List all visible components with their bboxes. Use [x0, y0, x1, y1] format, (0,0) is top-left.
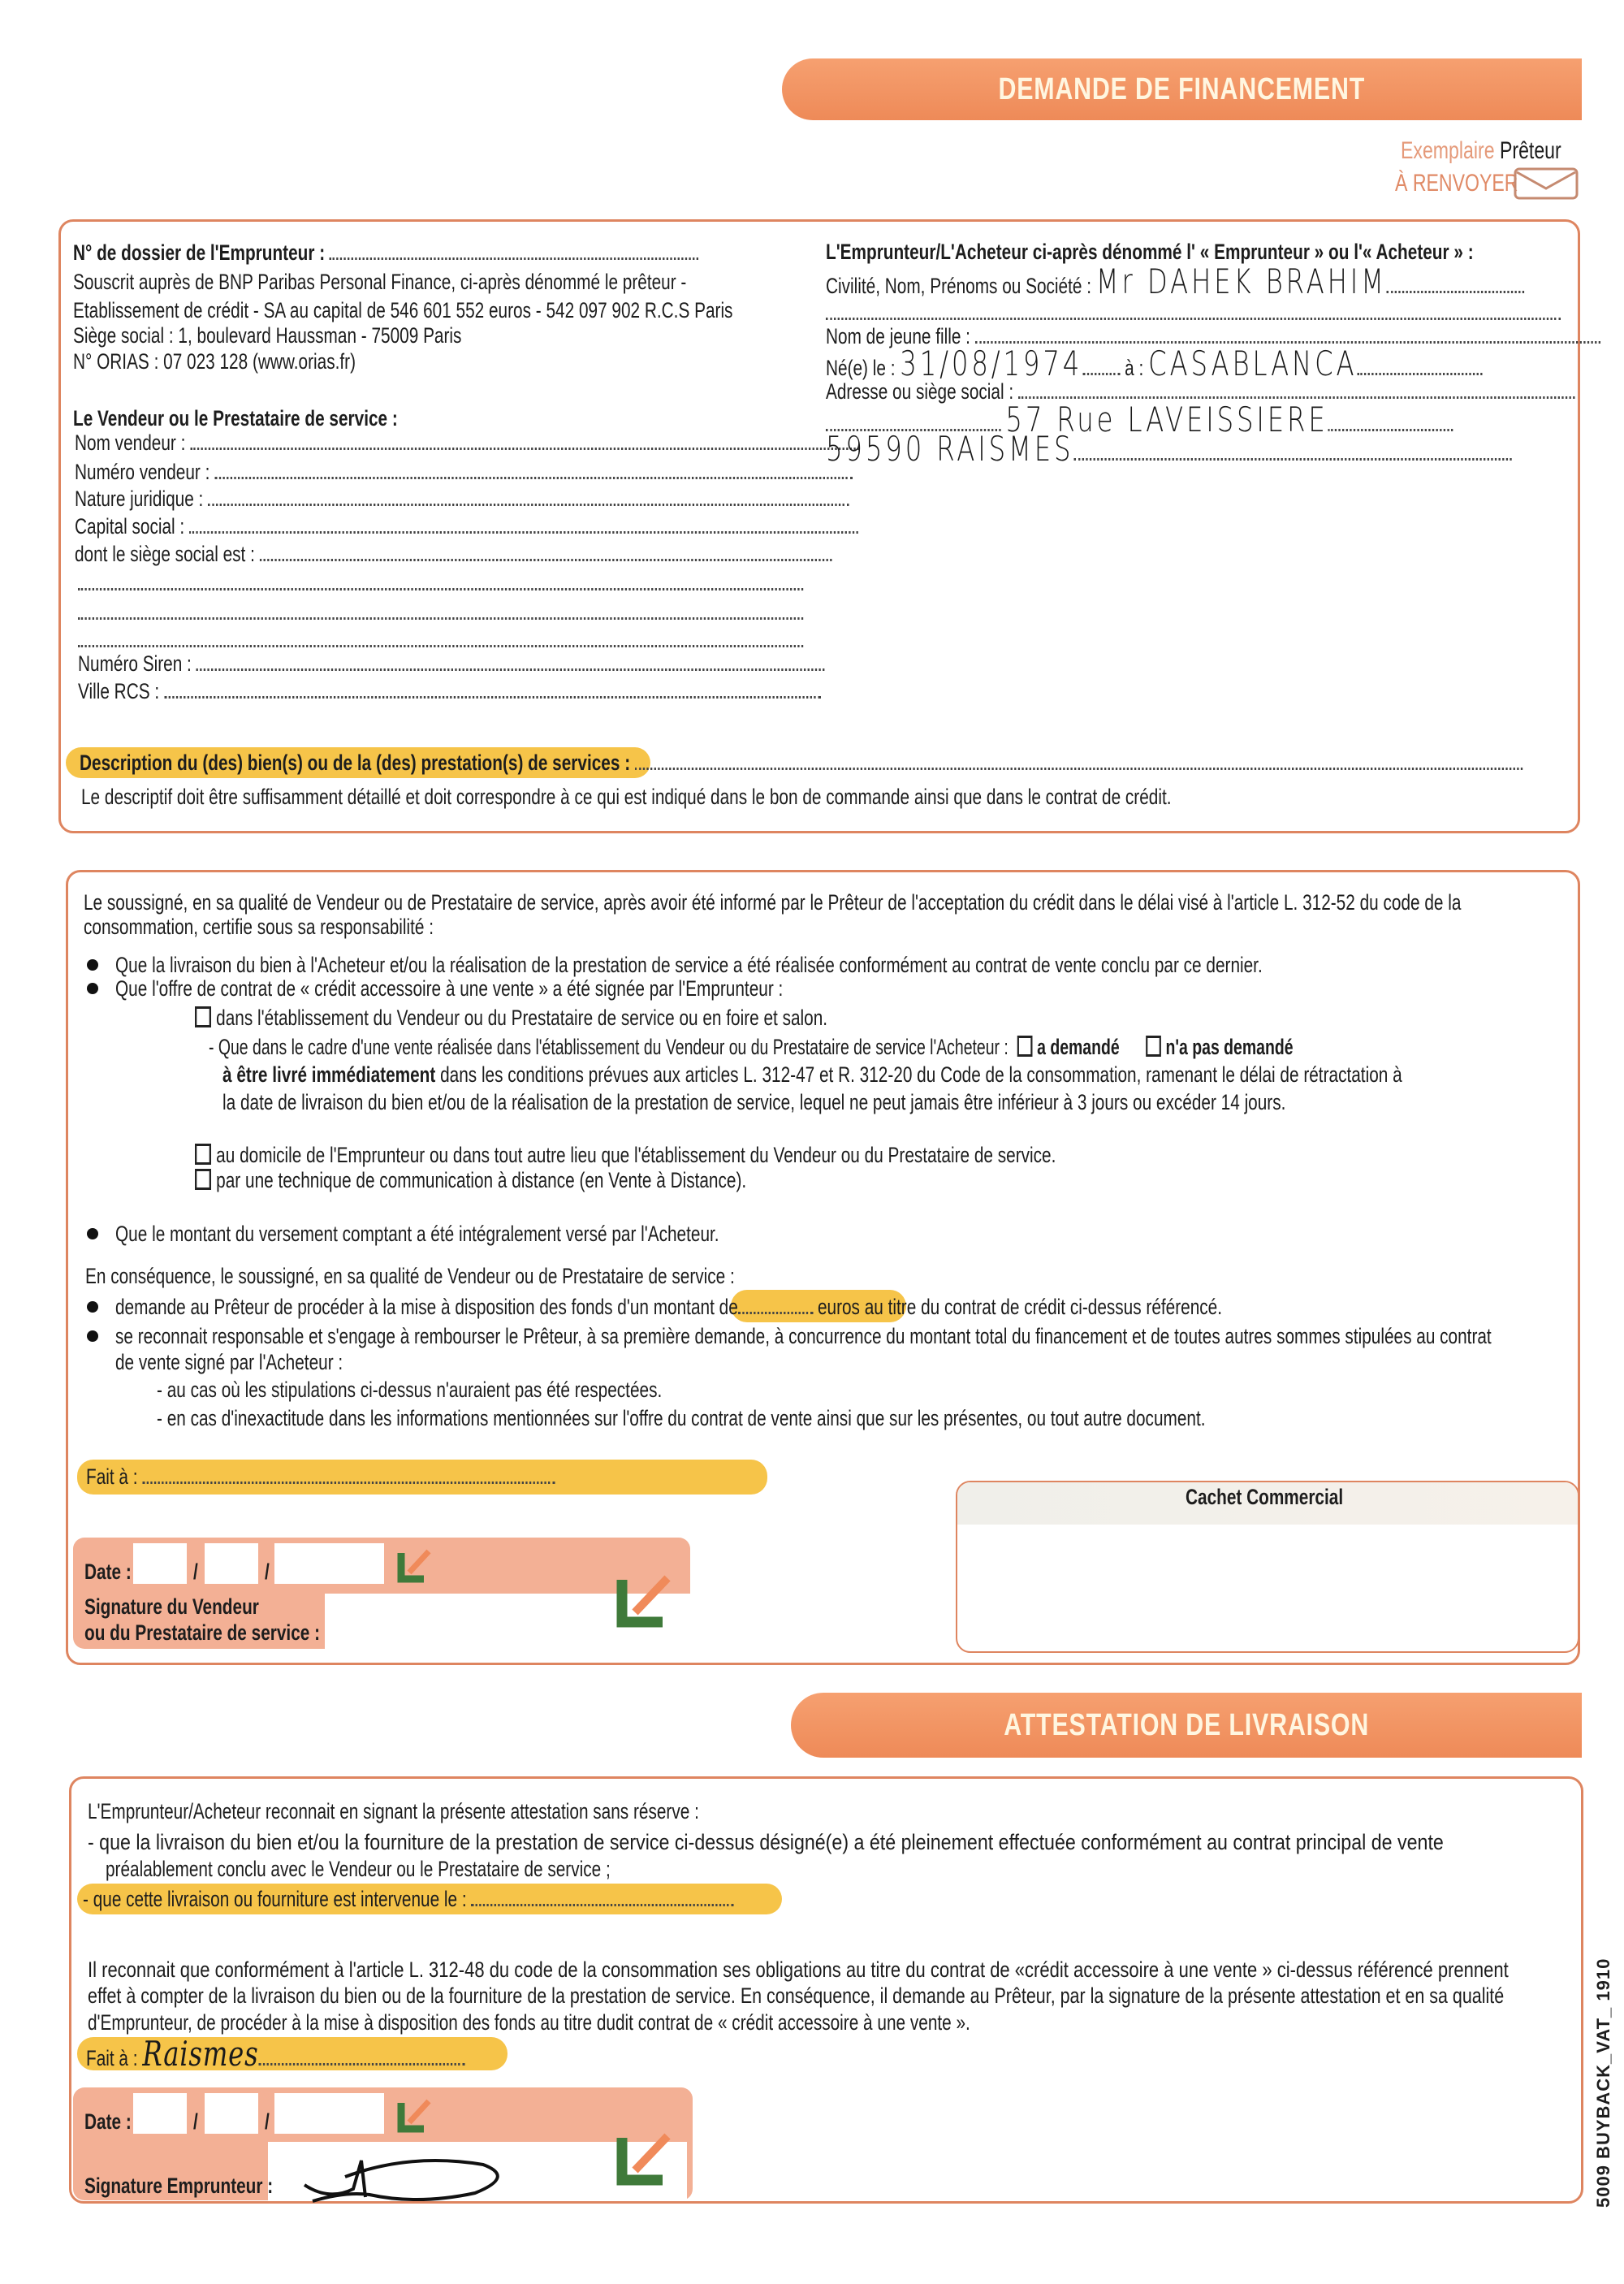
civility-line2[interactable]: [826, 300, 1561, 326]
lender-line: Etablissement de crédit - SA au capital de 546 601 552 euros - 542 097 902 R.C.S Paris: [73, 298, 733, 322]
attestation-paragraph: d'Emprunteur, de procéder à la mise à disposition des fonds au titre dudit contrat de « crédit accessoire à une vente ».: [88, 2010, 970, 2035]
head-office-line[interactable]: [78, 627, 803, 653]
form-title-banner: [782, 58, 1582, 120]
date-month-input[interactable]: [205, 1543, 258, 1584]
handwritten-birth-place: CASABLANCA: [1148, 344, 1358, 383]
bullet-icon: [87, 1301, 98, 1313]
address-line3[interactable]: [826, 429, 1511, 469]
field-label: Civilité, Nom, Prénoms ou Société :: [826, 274, 1091, 298]
dossier-label: N° de dossier de l'Emprunteur :: [73, 240, 326, 265]
check-arrow-icon: [614, 1572, 674, 1632]
vendor-name-field[interactable]: [75, 430, 859, 456]
date-day-input[interactable]: [133, 2093, 187, 2134]
attestation-paragraph: Il reconnait que conformément à l'article L. 312-48 du code de la consommation ses obligations au titre du contrat de «crédit accessoire à une vente » ci-dessus référencé prennent: [88, 1957, 1509, 1982]
handwritten-place: Raismes: [142, 2034, 259, 2074]
bullet-text: Que le montant du versement comptant a été intégralement versé par l'Acheteur.: [115, 1222, 719, 1246]
date-separator: /: [193, 2109, 198, 2134]
checkbox[interactable]: [195, 1006, 211, 1027]
checkbox[interactable]: [195, 1169, 211, 1190]
signature-label: Signature du Vendeur: [84, 1594, 259, 1619]
option-label: par une technique de communication à distance (en Vente à Distance).: [216, 1168, 747, 1192]
bullet-text: se reconnait responsable et s'engage à rembourser le Prêteur, à sa première demande, à concurrence du montant total du financement et de toutes autres sommes stipulées au contrat: [115, 1324, 1492, 1348]
date-month-input[interactable]: [205, 2093, 258, 2134]
option-home[interactable]: [195, 1142, 1056, 1168]
bullet-text: Que la livraison du bien à l'Acheteur et/ou la réalisation de la prestation de service a été réalisée conformément au contrat de vente conclu par ce dernier.: [115, 953, 1263, 977]
head-office-line[interactable]: [78, 599, 803, 625]
signature-label: Signature Emprunteur :: [84, 2174, 274, 2198]
lender-line: Siège social : 1, boulevard Haussman - 75009 Paris: [73, 323, 462, 348]
field-label: Nom de jeune fille :: [826, 324, 970, 348]
copy-label: [1401, 138, 1561, 164]
form-title: DEMANDE DE FINANCEMENT: [998, 71, 1366, 106]
checkbox[interactable]: [1146, 1036, 1161, 1057]
field-label: Capital social :: [75, 514, 185, 539]
vendor-number-field[interactable]: [75, 459, 853, 485]
return-label: À RENVOYER: [1395, 170, 1518, 197]
date-label: Date :: [84, 2109, 132, 2134]
option-label: au domicile de l'Emprunteur ou dans tout autre lieu que l'établissement du Vendeur ou du Prestataire de service.: [216, 1143, 1056, 1167]
option-label: dans l'établissement du Vendeur ou du Prestataire de service ou en foire et salon.: [216, 1006, 828, 1030]
attestation-banner: [791, 1693, 1582, 1758]
text: dans les conditions prévues aux articles L. 312-47 et R. 312-20 du Code de la consommation, ramenant le délai de rétractation à: [435, 1062, 1402, 1087]
date-separator: /: [265, 2109, 270, 2134]
head-office-line[interactable]: [78, 570, 803, 596]
siren-field[interactable]: [78, 651, 824, 677]
checkbox[interactable]: [195, 1144, 211, 1165]
option-not-asked[interactable]: [1146, 1035, 1293, 1059]
sub-choice-line: [209, 1034, 1294, 1060]
text: demande au Prêteur de procéder à la mise à disposition des fonds d'un montant de: [115, 1295, 738, 1319]
field-label: - que cette livraison ou fourniture est intervenue le :: [83, 1887, 467, 1911]
field-label: Numéro vendeur :: [75, 460, 210, 484]
rcs-field[interactable]: [78, 678, 820, 704]
bullet-icon: [87, 959, 98, 971]
date-year-input[interactable]: [274, 2093, 384, 2134]
option-distance[interactable]: [195, 1167, 746, 1193]
handwritten-name: Mr DAHEK BRAHIM: [1095, 262, 1387, 301]
intro-text: consommation, certifie sous sa responsabilité :: [84, 915, 434, 939]
bullet-icon: [87, 1228, 98, 1239]
option-in-store[interactable]: [195, 1005, 827, 1031]
case-text: - en cas d'inexactitude dans les informations mentionnées sur l'offre du contrat de vente ainsi que sur les présentes, ou tout autre document.: [157, 1406, 1206, 1430]
description-note: Le descriptif doit être suffisamment détaillé et doit correspondre à ce qui est indiqué dans le bon de commande ainsi que dans le contrat de crédit.: [81, 785, 1172, 809]
check-arrow-icon: [396, 1548, 432, 1584]
field-label: Fait à :: [86, 2046, 138, 2070]
handwritten-birth-date: 31/08/1974: [900, 344, 1083, 383]
field-label: Né(e) le :: [826, 356, 896, 380]
date-separator: /: [193, 1559, 198, 1584]
attestation-title: ATTESTATION DE LIVRAISON: [1004, 1707, 1369, 1742]
head-office-field[interactable]: [75, 541, 831, 567]
text: au titre du contrat de crédit ci-dessus référencé.: [859, 1295, 1223, 1319]
option-label: n'a pas demandé: [1165, 1035, 1294, 1059]
sub-text: [222, 1062, 1402, 1088]
sub-text: - Que dans le cadre d'une vente réalisée dans l'établissement du Vendeur ou du Prestataire de service l'Acheteur :: [209, 1035, 1009, 1059]
option-asked[interactable]: [1017, 1035, 1120, 1059]
field-label: Description du (des) bien(s) ou de la (des) prestation(s) de services :: [80, 751, 631, 775]
consequence-text: En conséquence, le soussigné, en sa qualité de Vendeur ou de Prestataire de service :: [85, 1264, 735, 1288]
attestation-text: - que la livraison du bien et/ou la fourniture de la prestation de service ci-dessus désigné(e) a été pleinement effectuée conformément au contrat principal de vente: [88, 1830, 1444, 1854]
bullet-text: Que l'offre de contrat de « crédit accessoire à une vente » a été signée par l'Emprunteur :: [115, 976, 784, 1001]
attestation-text: L'Emprunteur/Acheteur reconnait en signant la présente attestation sans réserve :: [88, 1799, 699, 1823]
handwritten-city: 59590 RAISMES: [826, 429, 1074, 469]
bullet-icon: [87, 1330, 98, 1342]
date-year-input[interactable]: [274, 1543, 384, 1584]
borrower-title: L'Emprunteur/L'Acheteur ci-après dénommé l' « Emprunteur » ou l'« Acheteur » :: [826, 240, 1474, 264]
vendor-place-field[interactable]: [86, 1464, 555, 1490]
bold-text: à être livré immédiatement: [222, 1062, 436, 1087]
check-arrow-icon: [396, 2098, 432, 2134]
dossier-field[interactable]: [73, 240, 698, 266]
lender-line: N° ORIAS : 07 023 128 (www.orias.fr): [73, 349, 356, 374]
attestation-text: préalablement conclu avec le Vendeur ou le Prestataire de service ;: [106, 1857, 611, 1881]
option-label: a demandé: [1037, 1035, 1120, 1059]
copy-prefix: Exemplaire: [1401, 137, 1495, 164]
legal-nature-field[interactable]: [75, 486, 849, 512]
field-label: Ville RCS :: [78, 679, 160, 703]
vendor-title: Le Vendeur ou le Prestataire de service :: [73, 406, 398, 430]
bullet-icon: [87, 983, 98, 994]
delivery-date-field[interactable]: [83, 1886, 734, 1912]
field-label: Adresse ou siège social :: [826, 379, 1014, 404]
field-label: dont le siège social est :: [75, 542, 255, 566]
date-day-input[interactable]: [133, 1543, 187, 1584]
signature-label: ou du Prestataire de service :: [84, 1620, 321, 1645]
field-label: Fait à :: [86, 1464, 138, 1489]
copy-suffix: Prêteur: [1499, 137, 1561, 164]
field-label: Nature juridique :: [75, 487, 204, 511]
attestation-paragraph: effet à compter de la livraison du bien ou de la fourniture de la prestation de service. En conséquence, il demande au Prêteur, par la signature de la présente attestation et en sa qualité: [88, 1983, 1505, 2008]
capital-field[interactable]: [75, 513, 858, 539]
field-label: Nom vendeur :: [75, 430, 186, 455]
amount-field[interactable]: [115, 1294, 1222, 1320]
field-label: Numéro Siren :: [78, 651, 192, 676]
handwritten-signature: [296, 2144, 516, 2209]
civility-field[interactable]: [826, 262, 1524, 301]
form-code: 5009 BUYBACK_VAT_ 1910: [1593, 1957, 1613, 2208]
stamp-label: Cachet Commercial: [1186, 1485, 1344, 1509]
intro-text: Le soussigné, en sa qualité de Vendeur ou de Prestataire de service, après avoir été informé par le Prêteur de l'acceptation du crédit dans le délai visé à l'article L. 312-52 du code de la: [84, 890, 1462, 915]
envelope-icon: [1514, 167, 1579, 200]
checkbox[interactable]: [1017, 1036, 1033, 1057]
bullet-text: de vente signé par l'Acheteur :: [115, 1350, 343, 1374]
case-text: - au cas où les stipulations ci-dessus n'auraient pas été respectées.: [157, 1378, 663, 1402]
borrower-place-field[interactable]: [86, 2034, 465, 2074]
handwritten-address: 57 Rue LAVEISSIERE: [1005, 400, 1328, 439]
description-field[interactable]: [80, 750, 1522, 776]
date-separator: /: [265, 1559, 270, 1584]
field-label: à :: [1125, 356, 1144, 380]
text: euros: [817, 1295, 860, 1319]
check-arrow-icon: [614, 2130, 674, 2190]
birth-field[interactable]: [826, 344, 1483, 383]
lender-line: Souscrit auprès de BNP Paribas Personal Finance, ci-après dénommé le prêteur -: [73, 270, 687, 294]
date-label: Date :: [84, 1559, 132, 1584]
sub-text: la date de livraison du bien et/ou de la réalisation de la prestation de service, lequel ne peut jamais être inférieur à 3 jours ou excéder 14 jours.: [222, 1090, 1286, 1114]
